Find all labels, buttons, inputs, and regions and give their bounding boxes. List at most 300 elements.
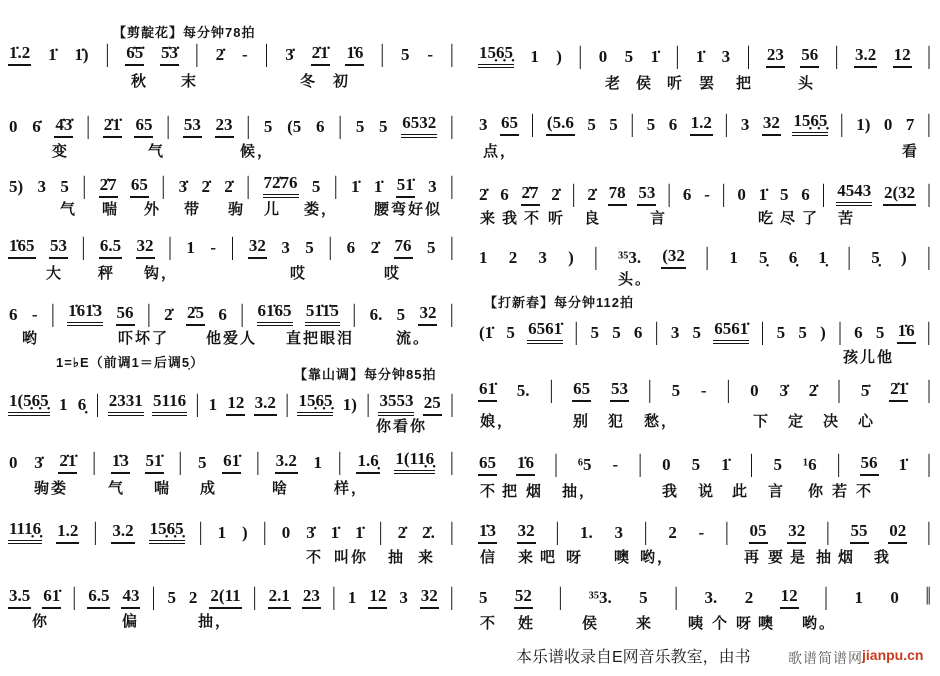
barline: | bbox=[240, 300, 245, 328]
note-token: 3553 bbox=[378, 390, 414, 416]
barline: | bbox=[81, 233, 86, 261]
note-token: 6̇5̇ bbox=[125, 42, 144, 66]
note-token: 2̇ bbox=[224, 177, 233, 196]
barline: | bbox=[151, 583, 156, 611]
lyric-syllable: 哎 bbox=[290, 265, 308, 282]
note-token: 0 bbox=[890, 588, 899, 607]
note-token: 1̣ bbox=[818, 248, 827, 267]
note-token: 2̇ bbox=[370, 238, 380, 257]
note-token: 1̇3 bbox=[111, 450, 130, 474]
note-token: 5 bbox=[506, 323, 515, 342]
note-token: 6 bbox=[500, 185, 509, 204]
note-token: 2̇ bbox=[201, 177, 210, 196]
note-token: 5 bbox=[197, 453, 207, 472]
barline: | bbox=[558, 583, 563, 611]
barline: | bbox=[760, 318, 765, 346]
note-token: 6 bbox=[801, 185, 810, 204]
note-token: 6 bbox=[682, 185, 692, 204]
barline: | bbox=[553, 450, 558, 478]
note-token: ¹6 bbox=[802, 455, 817, 474]
note-token: 51̇1̇5 bbox=[305, 300, 340, 326]
note-token: 0 bbox=[9, 453, 18, 472]
lyric-syllable: 喘 bbox=[154, 480, 172, 497]
barline: | bbox=[72, 583, 77, 611]
lyrics-row bbox=[478, 140, 935, 160]
lyric-syllable: 带 bbox=[184, 201, 202, 218]
note-token: 15̣6̣5̣ bbox=[149, 518, 185, 544]
note-token: 12 bbox=[780, 585, 799, 609]
note-token: (1̇ bbox=[479, 323, 494, 342]
lyric-syllable: 烟 bbox=[838, 549, 856, 566]
note-token: 3 bbox=[399, 588, 408, 607]
lyric-syllable: 成 bbox=[200, 480, 218, 497]
lyric-syllable: 变 bbox=[52, 143, 70, 160]
barline: | bbox=[449, 518, 454, 546]
barline: | bbox=[264, 40, 269, 68]
section-tempo-header: 【靠山调】每分钟85拍 bbox=[294, 367, 437, 382]
note-token: ) bbox=[556, 47, 562, 66]
note-token: 1 bbox=[729, 248, 738, 267]
note-token: 32 bbox=[418, 302, 437, 326]
barline: | bbox=[380, 40, 385, 68]
note-token: 1̇65 bbox=[8, 235, 36, 259]
barline: | bbox=[246, 112, 251, 140]
barline: | bbox=[837, 318, 842, 346]
lyric-syllable: 我 bbox=[874, 549, 892, 566]
lyric-syllable: 噢 bbox=[614, 549, 632, 566]
note-token: 6532 bbox=[401, 112, 437, 138]
barline: | bbox=[825, 518, 830, 546]
note-token: 12 bbox=[893, 44, 912, 68]
note-token: 1̇ bbox=[898, 455, 908, 474]
lyric-syllable: 腰弯好似 bbox=[374, 201, 443, 218]
note-token: 1̇6 bbox=[345, 42, 364, 66]
notes-row bbox=[478, 110, 931, 136]
lyrics-row bbox=[8, 415, 458, 435]
lyrics-row bbox=[478, 207, 935, 227]
lyric-syllable: 再 bbox=[744, 549, 762, 566]
lyric-syllable: 啥 bbox=[272, 480, 290, 497]
lyric-syllable: 尽 bbox=[780, 210, 798, 227]
lyric-syllable: 驹 bbox=[228, 201, 246, 218]
score-column-left bbox=[8, 0, 458, 676]
note-token: 2 bbox=[508, 248, 518, 267]
lyric-syllable: 喘 bbox=[102, 201, 120, 218]
note-token: 0 bbox=[598, 47, 608, 66]
note-token: 2 bbox=[188, 588, 198, 607]
note-token: 25 bbox=[423, 392, 442, 416]
barline: | bbox=[449, 112, 454, 140]
note-token: 72̇76 bbox=[263, 172, 299, 198]
barline: | bbox=[246, 172, 251, 200]
lyric-syllable: 哟 bbox=[22, 330, 40, 347]
note-token: 61̇ bbox=[42, 585, 61, 609]
note-token: 6 bbox=[854, 323, 863, 342]
note-token: 3̇ bbox=[34, 453, 43, 472]
barline: | bbox=[724, 110, 729, 138]
lyric-syllable: 苦 bbox=[838, 210, 856, 227]
lyric-syllable: 娄， bbox=[304, 201, 339, 218]
notes-row bbox=[8, 300, 454, 326]
note-token: 78 bbox=[608, 182, 627, 206]
lyric-syllable: 决 bbox=[823, 413, 841, 430]
lyric-syllable: 秤 bbox=[98, 265, 116, 282]
barline: | bbox=[230, 233, 235, 261]
note-token: 2̇ bbox=[215, 45, 225, 64]
note-token: 1̇ bbox=[330, 523, 340, 542]
note-token: 5 bbox=[875, 323, 885, 342]
note-token: 1̇ bbox=[650, 47, 659, 66]
barline: | bbox=[105, 40, 110, 68]
barline: | bbox=[337, 448, 342, 476]
note-token: 3 bbox=[281, 238, 290, 257]
lyric-syllable: 烟 bbox=[526, 483, 544, 500]
note-token: 1(5̣6̣5̣ bbox=[8, 390, 50, 416]
note-token: 65 bbox=[500, 112, 519, 136]
lyric-syllable: 哎 bbox=[384, 265, 402, 282]
note-token: 15̣6̣5̣ bbox=[297, 390, 333, 416]
notes-row bbox=[478, 585, 931, 609]
barline: | bbox=[366, 390, 371, 418]
note-token: 2(11 bbox=[209, 585, 241, 609]
note-token: 3̇ bbox=[306, 523, 315, 542]
dash-note: - bbox=[241, 45, 248, 64]
barline: | bbox=[161, 172, 166, 200]
barline: | bbox=[926, 243, 931, 271]
note-token: (5.6 bbox=[546, 112, 575, 136]
barline: | bbox=[821, 180, 826, 208]
note-token: 0 bbox=[883, 115, 893, 134]
lyrics-row bbox=[478, 72, 935, 92]
lyric-syllable: 犯 bbox=[608, 413, 626, 430]
lyric-syllable: 抽 bbox=[388, 549, 406, 566]
note-token: 2 bbox=[668, 523, 677, 542]
note-token: 5 bbox=[355, 117, 365, 136]
lyric-syllable: 言 bbox=[650, 210, 668, 227]
note-token: 5 bbox=[612, 323, 621, 342]
footer-site-domain: jianpu.cn bbox=[862, 647, 924, 663]
note-token: 12 bbox=[226, 392, 245, 416]
note-token: 4̇3̇ bbox=[54, 114, 73, 138]
lyric-syllable: 不 bbox=[480, 483, 498, 500]
note-token: (32 bbox=[661, 245, 686, 269]
lyric-syllable: 哟。 bbox=[802, 615, 837, 632]
notes-row bbox=[478, 378, 931, 402]
note-token: 2̇ bbox=[551, 185, 560, 204]
note-token: 05 bbox=[749, 520, 768, 544]
note-token: 2.1 bbox=[268, 585, 291, 609]
note-token: 6 bbox=[315, 117, 325, 136]
dash-note: - bbox=[612, 455, 619, 474]
lyric-syllable: 来 bbox=[418, 549, 436, 566]
barline: | bbox=[255, 448, 260, 476]
lyric-syllable: 把 bbox=[736, 75, 754, 92]
note-token: 2̇5 bbox=[186, 302, 205, 326]
barline: | bbox=[378, 518, 383, 546]
lyric-syllable: 我 bbox=[662, 483, 680, 500]
note-token: 1 bbox=[58, 395, 68, 414]
lyrics-row bbox=[478, 546, 935, 566]
note-token: 5 bbox=[671, 381, 681, 400]
note-token: 55 bbox=[850, 520, 869, 544]
lyric-syllable: 此 bbox=[732, 483, 750, 500]
lyrics-row bbox=[8, 477, 458, 497]
dash-note: - bbox=[210, 238, 217, 257]
lyric-syllable: 流。 bbox=[396, 330, 431, 347]
note-token: 1) bbox=[342, 395, 357, 414]
lyric-syllable: 不 bbox=[480, 615, 498, 632]
note-token: 12 bbox=[368, 585, 387, 609]
lyric-syllable: 侯 bbox=[582, 615, 600, 632]
note-token: ) bbox=[820, 323, 826, 342]
barline: | bbox=[285, 390, 290, 418]
lyric-syllable: 不 bbox=[524, 210, 542, 227]
lyrics-row bbox=[478, 410, 935, 430]
barline: | bbox=[555, 518, 560, 546]
note-token: 5 bbox=[60, 177, 69, 196]
note-token: 1̇6 bbox=[897, 320, 916, 344]
note-token: 65 bbox=[134, 114, 153, 138]
note-token: 6̣ bbox=[77, 395, 87, 414]
note-token: 2̇1̇ bbox=[103, 114, 122, 138]
note-token: 3 bbox=[428, 177, 437, 196]
note-token: 2̇ bbox=[397, 523, 407, 542]
lyric-syllable: 言 bbox=[768, 483, 786, 500]
note-token: 5 bbox=[646, 115, 656, 134]
lyric-syllable: 吃 bbox=[758, 210, 776, 227]
note-token: 5 bbox=[401, 45, 410, 64]
note-token: 5 bbox=[773, 455, 783, 474]
lyric-syllable: 候， bbox=[240, 143, 275, 160]
lyric-syllable: 侯 bbox=[636, 75, 654, 92]
note-token: 1.2 bbox=[690, 112, 713, 136]
note-token: 51̇ bbox=[145, 450, 164, 474]
note-token: 5 bbox=[639, 588, 648, 607]
note-token: 6 bbox=[9, 305, 18, 324]
note-token: 61̇ bbox=[478, 378, 497, 402]
note-token: 1̇ bbox=[758, 185, 768, 204]
note-token: 5 bbox=[798, 323, 807, 342]
note-token: 23 bbox=[766, 44, 785, 68]
note-token: 5 bbox=[167, 588, 176, 607]
note-token: 6.5 bbox=[99, 235, 122, 259]
barline: | bbox=[926, 110, 931, 138]
lyric-syllable: 了 bbox=[802, 210, 820, 227]
note-token: 3 bbox=[614, 523, 623, 542]
lyric-syllable: 驹娄 bbox=[34, 480, 69, 497]
note-token: 0 bbox=[662, 455, 671, 474]
notes-row bbox=[8, 390, 454, 416]
barline: | bbox=[338, 112, 343, 140]
note-token: 2̇. bbox=[422, 523, 435, 542]
note-token: 3 bbox=[479, 115, 488, 134]
note-token: 61̇65 bbox=[257, 300, 293, 326]
lyric-syllable: 定 bbox=[788, 413, 806, 430]
note-token: 2331 bbox=[108, 390, 144, 416]
barline: | bbox=[93, 518, 98, 546]
lyric-syllable: 要 bbox=[768, 549, 786, 566]
note-token: 3 bbox=[37, 177, 47, 196]
note-token: 53 bbox=[610, 378, 629, 402]
lyric-syllable: 说 bbox=[698, 483, 716, 500]
barline: | bbox=[647, 376, 652, 404]
note-token: 5 bbox=[396, 305, 406, 324]
note-token: 32 bbox=[787, 520, 806, 544]
section-tempo-header: 【打新春】每分钟112拍 bbox=[484, 295, 634, 310]
note-token: 5 bbox=[479, 588, 488, 607]
lyrics-row bbox=[8, 198, 458, 218]
barline: | bbox=[824, 583, 829, 611]
lyrics-row bbox=[478, 346, 935, 366]
notes-row bbox=[8, 518, 454, 544]
note-token: 53 bbox=[49, 235, 68, 259]
note-token: 65 bbox=[478, 452, 497, 476]
lyric-syllable: 别 bbox=[573, 413, 591, 430]
lyric-syllable: 气 bbox=[60, 201, 78, 218]
dash-note: - bbox=[427, 45, 434, 64]
barline: | bbox=[834, 42, 839, 70]
barline: | bbox=[449, 448, 454, 476]
lyric-syllable: 气 bbox=[108, 480, 126, 497]
barline: | bbox=[178, 448, 183, 476]
note-token: 15̣6̣5̣ bbox=[478, 42, 514, 68]
note-token: ) bbox=[900, 248, 907, 267]
note-token: 5 bbox=[263, 117, 273, 136]
note-token: 5 bbox=[691, 455, 701, 474]
note-token: 6561̇ bbox=[713, 318, 749, 344]
notes-row bbox=[8, 42, 454, 66]
note-token: 1̇3 bbox=[478, 520, 497, 544]
lyric-syllable: 他爱人 bbox=[206, 330, 258, 347]
note-token: 0 bbox=[9, 117, 18, 136]
lyric-syllable: 信 bbox=[480, 549, 498, 566]
barline: | bbox=[926, 42, 931, 70]
lyric-syllable: 钩， bbox=[144, 265, 179, 282]
note-token: 2̇7 bbox=[521, 182, 540, 206]
lyric-syllable: 我 bbox=[502, 210, 520, 227]
note-token: 5116 bbox=[152, 390, 187, 416]
notes-row bbox=[8, 112, 454, 138]
note-token: 43 bbox=[121, 585, 140, 609]
note-token: 1̇ bbox=[351, 177, 360, 196]
barline: | bbox=[593, 243, 598, 271]
notes-row bbox=[478, 318, 931, 344]
lyric-syllable: 来 bbox=[480, 210, 498, 227]
lyric-syllable: 娘， bbox=[480, 413, 515, 430]
note-token: 6 bbox=[346, 238, 356, 257]
lyric-syllable: 冬 bbox=[300, 73, 318, 90]
note-token: 5 bbox=[379, 117, 388, 136]
note-token: 7 bbox=[905, 115, 915, 134]
note-token: 0 bbox=[737, 185, 746, 204]
barline: | bbox=[549, 376, 554, 404]
note-token: 2̇ bbox=[164, 305, 173, 324]
note-token: 3.2 bbox=[111, 520, 134, 544]
note-token: 1̇.2 bbox=[8, 42, 31, 66]
note-token: 2(32 bbox=[883, 182, 916, 206]
barline: | bbox=[746, 42, 751, 70]
note-token: 1 bbox=[217, 523, 227, 542]
note-token: 1̇ bbox=[695, 47, 705, 66]
note-token: 1̇ bbox=[721, 455, 730, 474]
note-token: 1̇61̇3 bbox=[67, 300, 103, 326]
notes-row bbox=[8, 172, 454, 198]
lyric-syllable: 秋 bbox=[131, 73, 149, 90]
note-token: 5 bbox=[776, 323, 786, 342]
lyric-syllable: 呀 bbox=[566, 549, 584, 566]
lyrics-row bbox=[8, 262, 458, 282]
note-token: 2 bbox=[744, 588, 754, 607]
note-token: 56 bbox=[860, 452, 879, 476]
note-token: 3. bbox=[704, 588, 718, 607]
lyric-syllable: 你 bbox=[808, 483, 826, 500]
barline: | bbox=[333, 172, 338, 200]
note-token: (5 bbox=[287, 117, 302, 136]
barline: | bbox=[724, 518, 729, 546]
barline: | bbox=[571, 180, 576, 208]
barline: | bbox=[674, 583, 679, 611]
note-token: 4543 bbox=[836, 180, 872, 206]
note-token: 0 bbox=[750, 381, 759, 400]
lyric-syllable: 呀 bbox=[736, 615, 754, 632]
note-token: 32 bbox=[517, 520, 536, 544]
note-token: 56 bbox=[800, 44, 819, 68]
note-token: 2̇1̇ bbox=[311, 42, 330, 66]
lyrics-row bbox=[478, 268, 935, 288]
lyric-syllable: 不 bbox=[306, 549, 324, 566]
note-token: 32 bbox=[762, 112, 781, 136]
section-tempo-header: 【剪靛花】每分钟78拍 bbox=[113, 25, 256, 40]
barline: | bbox=[839, 110, 844, 138]
note-token: 1) bbox=[856, 115, 871, 134]
note-token: 1(11̣6̣ bbox=[394, 448, 435, 474]
lyric-syllable: 你 bbox=[32, 613, 50, 630]
note-token: 5 bbox=[624, 47, 634, 66]
note-token: 52 bbox=[514, 585, 533, 609]
note-token: 5̣ bbox=[871, 248, 880, 267]
note-token: ³⁵3. bbox=[618, 248, 642, 267]
lyric-syllable: 心 bbox=[858, 413, 876, 430]
lyric-syllable: 抽， bbox=[198, 613, 233, 630]
barline: | bbox=[449, 40, 454, 68]
note-token: 1 bbox=[530, 47, 539, 66]
note-token: 5 bbox=[426, 238, 436, 257]
barline: | bbox=[252, 583, 257, 611]
note-token: 6. bbox=[369, 305, 383, 324]
note-token: 3 bbox=[670, 323, 680, 342]
lyric-syllable: 儿 bbox=[264, 201, 282, 218]
notes-row bbox=[478, 245, 931, 269]
lyrics-row bbox=[8, 610, 458, 630]
dash-note: - bbox=[700, 381, 707, 400]
barline: | bbox=[654, 318, 659, 346]
note-token: 2̇ bbox=[808, 381, 818, 400]
lyric-syllable: 吓坏了 bbox=[118, 330, 170, 347]
note-token: 2̇ bbox=[587, 185, 596, 204]
lyric-syllable: 你看你 bbox=[376, 418, 428, 435]
note-token: ) bbox=[568, 248, 574, 267]
lyric-syllable: 来 bbox=[636, 615, 654, 632]
barline: | bbox=[638, 450, 643, 478]
end-barline: ‖ bbox=[925, 583, 931, 611]
note-token: 56 bbox=[116, 302, 135, 326]
note-token: 3̇ bbox=[285, 45, 294, 64]
barline: | bbox=[630, 110, 635, 138]
note-token: 111̣6̣ bbox=[8, 518, 42, 544]
lyric-syllable: 若 bbox=[832, 483, 850, 500]
note-token: 1̇6 bbox=[516, 452, 535, 476]
note-token: ³⁵3. bbox=[588, 588, 612, 607]
